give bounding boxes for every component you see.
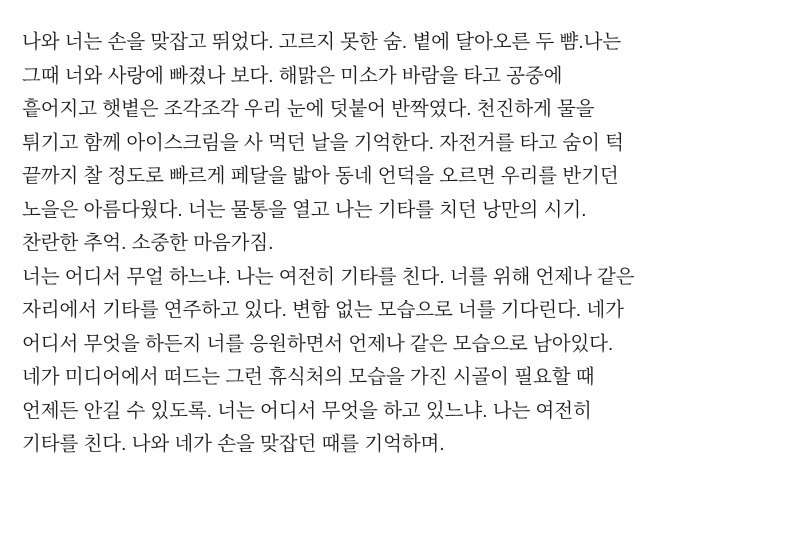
paragraph-1 [22, 26, 778, 261]
text-line: 자리에서 기타를 연주하고 있다. 변함 없는 모습으로 너를 기다린다. 네가 [22, 299, 624, 321]
paragraph-2 [22, 261, 778, 462]
text-line: 그때 너와 사랑에 빠졌나 보다. 해맑은 미소가 바람을 타고 공중에 [22, 64, 563, 87]
text-line: 튀기고 함께 아이스크림을 사 먹던 날을 기억한다. 자전거를 타고 숨이 턱 [22, 131, 624, 154]
text-line: 너는 어디서 무얼 하느냐. 나는 여전히 기타를 친다. 너를 위해 언제나 같은 [22, 265, 635, 288]
text-line: 찬란한 추억. 소중한 마음가짐. [22, 232, 274, 254]
document-text-block [22, 26, 778, 462]
text-line: 노을은 아름다웠다. 너는 물통을 열고 나는 기타를 치던 낭만의 시기. [22, 198, 587, 221]
text-line: 기타를 친다. 나와 네가 손을 맞잡던 때를 기억하며. [22, 433, 445, 455]
text-line: 끝까지 찰 정도로 빠르게 페달을 밟아 동네 언덕을 오르면 우리를 반기던 [22, 165, 619, 187]
text-line: 흩어지고 햇볕은 조각조각 우리 눈에 덧붙어 반짝였다. 천진하게 물을 [22, 98, 595, 120]
text-line: 네가 미디어에서 떠드는 그런 휴식처의 모습을 가진 시골이 필요할 때 [22, 366, 595, 388]
text-line: 어디서 무엇을 하든지 너를 응원하면서 언제나 같은 모습으로 남아있다. [22, 332, 614, 355]
text-line: 나와 너는 손을 맞잡고 뛰었다. 고르지 못한 숨. 볕에 달아오른 두 뺨.나는 [22, 31, 622, 53]
text-line: 언제든 안길 수 있도록. 너는 어디서 무엇을 하고 있느냐. 나는 여전히 [22, 399, 592, 422]
